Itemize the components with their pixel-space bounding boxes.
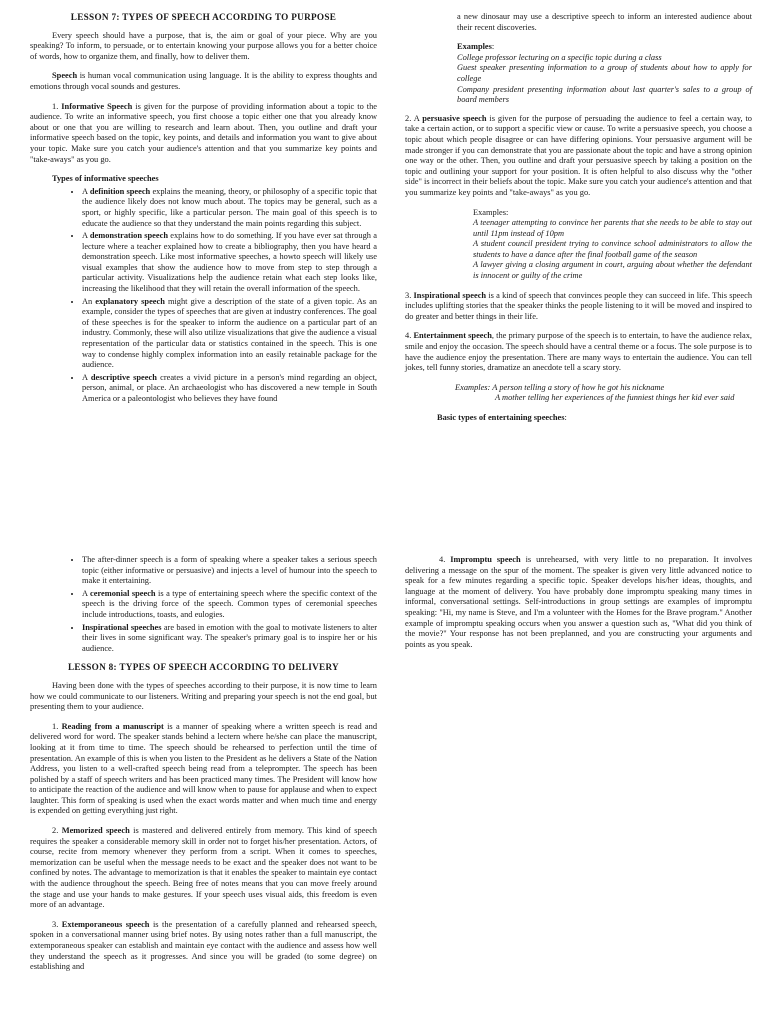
- lesson8-title: LESSON 8: TYPES OF SPEECH ACCORDING TO DELIVERY: [68, 662, 339, 673]
- example-item: A student council president trying to convince school administrators to allow the students to have a dance after the final football game of the season: [473, 239, 752, 259]
- basic-types-colon: :: [564, 413, 567, 422]
- informative-speech-paragraph: [30, 102, 377, 166]
- item-pre: A: [82, 231, 90, 241]
- extemporaneous-paragraph: [30, 920, 377, 973]
- item-text: explains how to do something. If you have ever sat through a lecture where a teacher explained how to create a bibliography, then you have heard a demonstration speech. Like most informative speeches, a howto speech will likely use visual examples that show the audience how to move from step to step through a particular activity. Visualizations help the audience retain what each step looks like, increasing the likelihood that they will retain the overall information of the speech.: [82, 231, 377, 294]
- list-item: [82, 187, 377, 229]
- informative-num: 1.: [52, 101, 62, 111]
- item-text: might give a description of the state of a given topic. As an example, consider the types of speeches that are given at industry conferences. The goal of these speeches is for the speaker to inform the audience on a particular part of an industry. Commonly, these will also utilize visualizations that give the audience a visual representation of the particular data or statistics contained in the speech. This is one way to condense highly complex information into an easily retainable package for the audience.: [82, 296, 377, 370]
- item-text: are based in emotion with the goal to motivate listeners to alter their lives in some significant way. The speaker's primary goal is to inspire her or his audience.: [82, 622, 377, 653]
- manuscript-term: Reading from a manuscript: [61, 721, 164, 731]
- example-item: Examples: A person telling a story of how he got his nickname: [455, 382, 665, 392]
- impromptu-term: Impromptu speech: [450, 555, 521, 564]
- descriptive-continued: a new dinosaur may use a descriptive speech to inform an interested audience about their recent discoveries.: [457, 12, 752, 32]
- speech-term: Speech: [52, 71, 78, 81]
- item-pre: A: [82, 186, 90, 196]
- persuasive-num: 2. A: [405, 113, 423, 123]
- memorized-paragraph: [30, 826, 377, 911]
- example-item: A teenager attempting to convince her parents that she needs to be able to stay out until 11pm instead of 10pm: [473, 218, 752, 238]
- lesson7-intro: Every speech should have a purpose, that is, the aim or goal of your piece. Why are you speaking? To inform, to persuade, or to entertain knowing your purpose allows you for a better choice of words, how to organize them, and finally, how to deliver them.: [30, 30, 377, 61]
- list-item: [82, 297, 377, 371]
- impromptu-paragraph: [405, 555, 752, 650]
- lesson7-title: LESSON 7: TYPES OF SPEECH ACCORDING TO PURPOSE: [70, 12, 337, 22]
- inspirational-speech-paragraph: [405, 291, 752, 323]
- basic-types-heading-wrap: [437, 413, 752, 424]
- example-item: Guest speaker presenting information to a group of students about how to apply for college: [457, 63, 752, 83]
- informative-term: Informative Speech: [61, 101, 133, 111]
- right-column-bottom: [405, 555, 752, 659]
- item-term: explanatory speech: [95, 296, 165, 306]
- manuscript-num: 1.: [52, 721, 62, 731]
- persuasive-text: is given for the purpose of persuading the audience to feel a certain way, to take a certain action, or to support a specific view or cause. To write a persuasive speech, you choose a topic about which people disagree or can have differing opinions. Your persuasive argument will be made stronger if you can demonstrate that you are passionate about the topic and have a strong opinion one way or the other. Then, you outline and draft your persuasive speech by taking a position on the topic and outlining your support for your position. It is often helpful to also discuss why the "other side" is incorrect in their beliefs about the topic. Make sure you catch your audience's attention and that you summarize key points and "take-aways" as you go.: [405, 113, 752, 197]
- persuasive-examples-label: Examples:: [473, 207, 509, 217]
- item-term: descriptive speech: [90, 372, 157, 382]
- example-item: Company president presenting information about last quarter's sales to a group of board members: [457, 84, 752, 105]
- persuasive-examples: [473, 208, 752, 282]
- informative-examples: [457, 42, 752, 106]
- inspirational-term: Inspirational speech: [413, 290, 487, 300]
- persuasive-term: persuasive speech: [422, 113, 487, 123]
- persuasive-speech-paragraph: [405, 114, 752, 199]
- entertainment-term: Entertainment speech: [413, 331, 492, 341]
- list-item: [82, 231, 377, 295]
- item-text: explains the meaning, theory, or philosophy of a specific topic that the audience likely does not know much about. The topics may be general, such as a sport, or highly specific, like a particular person. The main goal of this speech is to educate the audience so that they understand the main points regarding this subject.: [82, 186, 378, 228]
- item-pre: An: [82, 296, 96, 306]
- item-pre: A: [82, 588, 91, 598]
- item-term: definition speech: [89, 186, 151, 196]
- example-item: A lawyer giving a closing argument in court, arguing about whether the defendant is innocent or guilty of the crime: [473, 260, 752, 281]
- right-column-top: [405, 12, 752, 424]
- informative-text: is given for the purpose of providing information about a topic to the audience. To write an informative speech, you first choose a topic either one that you already know about or one that you are willing to research and learn about. Then, you outline and draft your informative speech based on the topic, key points, and details and information you want to give about your topic. Make sure you catch your audience's attention and that you summarize key points and "take-aways" as you go.: [30, 101, 378, 164]
- example-item: College professor lecturing on a specific topic during a class: [457, 52, 662, 62]
- left-column-bottom: [30, 555, 377, 982]
- item-text: is a form of speaking where a speaker takes a serious speech topic (either informative or persuasive) and injects a level of humour into the speech to make it entertaining.: [82, 555, 377, 586]
- list-item: [82, 589, 377, 621]
- impromptu-text: is unrehearsed, with very little to no preparation. It involves delivering a message on the spur of the moment. The speaker is given very little advanced notice to speak for a few minutes regarding a specific topic. Speaker develops his/her ideas, thoughts, and language at the moment of delivery. You have probably done impromptu speaking many times in informal, conversational settings. Self-introductions in group settings are examples of impromptu speaking: "Hi, my name is Steve, and I'm a volunteer with the Homes for the Brave program." Another example of impromptu speaking occurs when you answer a question such as, "What did you think of the movie?" Your response has not been preplanned, and you are constructing your arguments and points as you speak.: [405, 555, 752, 649]
- item-text: creates a vivid picture in a person's mind regarding an object, person, animal, or place. An archaeologist who has discovered a new temple in South America or a paleontologist who believes they have found: [82, 372, 377, 403]
- memorized-term: Memorized speech: [61, 826, 130, 836]
- item-term: Inspirational speeches: [82, 622, 162, 632]
- entertainment-num: 4.: [405, 331, 414, 341]
- list-item: [82, 555, 377, 587]
- extemporaneous-num: 3.: [52, 919, 62, 929]
- memorized-num: 2.: [52, 826, 62, 836]
- entertaining-types-list: [30, 555, 377, 654]
- impromptu-num: 4.: [439, 555, 451, 564]
- lesson8-intro: Having been done with the types of speeches according to their purpose, it is now time to learn how we could communicate to our listeners. Writing and preparing your speech is not the end goal, but presenting them to your audience.: [30, 680, 377, 712]
- entertainment-speech-paragraph: [405, 331, 752, 373]
- list-item: [82, 373, 377, 405]
- example-item: A mother telling her experiences of the funniest things her kid ever said: [495, 393, 735, 403]
- item-pre: The after-dinner speech: [82, 555, 163, 564]
- informative-types-list: [30, 187, 377, 405]
- entertainment-text: , the primary purpose of the speech is to entertain, to have the audience relax, smile and enjoy the occasion. The speech should have a central theme or a focus. The sole purpose is to have the audience enjoy the presentation. There are many ways to entertain the audience. You can tell jokes, tell funny stories, dramatize an anecdote tell a scary story.: [405, 331, 753, 373]
- inspirational-text: is a kind of speech that convinces people they can succeed in life. This speech includes uplifting stories that the speaker thinks the people listening to it will be moved and inspired to do greater and better things in their life.: [405, 290, 753, 321]
- item-term: ceremonial speech: [90, 588, 156, 598]
- examples-label: Examples: [457, 42, 492, 52]
- item-pre: A: [82, 372, 91, 382]
- speech-definition: [30, 71, 377, 92]
- types-informative-heading: Types of informative speeches: [52, 174, 159, 184]
- item-text: is a type of entertaining speech where the specific context of the speech is the driving force of the speech. Common types of ceremonial speeches include introductions, toasts, and eulogies.: [82, 588, 377, 619]
- extemporaneous-text: is the presentation of a carefully planned and rehearsed speech, spoken in a conversational manner using brief notes. By using notes rather than a full manuscript, the extemporaneous speaker can establish and maintain eye contact with the audience and assess how well they understand the speech as it progresses. And since you will be graded (to some degree) on establishing and: [30, 919, 378, 972]
- memorized-text: is mastered and delivered entirely from memory. This kind of speech requires the speaker a considerable memory skill in order not to forget his/her presentation. Actors, of course, recite from memory whenever they perform from a script. When it comes to speeches, memorization can be useful when the message needs to be exact and the speaker does not want to be confined by notes. The advantage to memorization is that it enables the speaker to maintain eye contact with the audience throughout the speech. Being free of notes means that you can move freely around the stage and use your hands to make gestures. If your speech uses visual aids, this freedom is even more of an advantage.: [30, 826, 377, 910]
- examples-colon: :: [491, 42, 495, 52]
- extemporaneous-term: Extemporaneous speech: [61, 919, 150, 929]
- speech-def-text: is human vocal communication using language. It is the ability to express thoughts and emotions through vocal sounds and gestures.: [30, 71, 377, 91]
- manuscript-text: is a manner of speaking where a written speech is read and delivered word for word. The speaker stands behind a lectern where he/she can place the manuscript, looking at it from time to time. The speech should be rehearsed to perfection until the time of presentation. An example of this is when you listen to the President as he delivers a State of the Nation Address, you listen to a well-crafted speech being read from a teleprompter. The speech has been polished by a staff of speech writers and has been practiced many times. The President will know how to anticipate the reaction of the audience and will know when to pause for applause and when to expect laughter. This form of speaking is used when the exact words matter and when much time and energy is expended on getting everything just right.: [30, 721, 378, 816]
- left-column-top: [30, 12, 377, 407]
- manuscript-paragraph: [30, 722, 377, 817]
- entertainment-examples: [455, 383, 752, 404]
- item-term: demonstration speech: [89, 231, 168, 241]
- inspirational-num: 3.: [405, 290, 414, 300]
- basic-types-heading: Basic types of entertaining speeches: [437, 413, 565, 422]
- list-item: [82, 623, 377, 655]
